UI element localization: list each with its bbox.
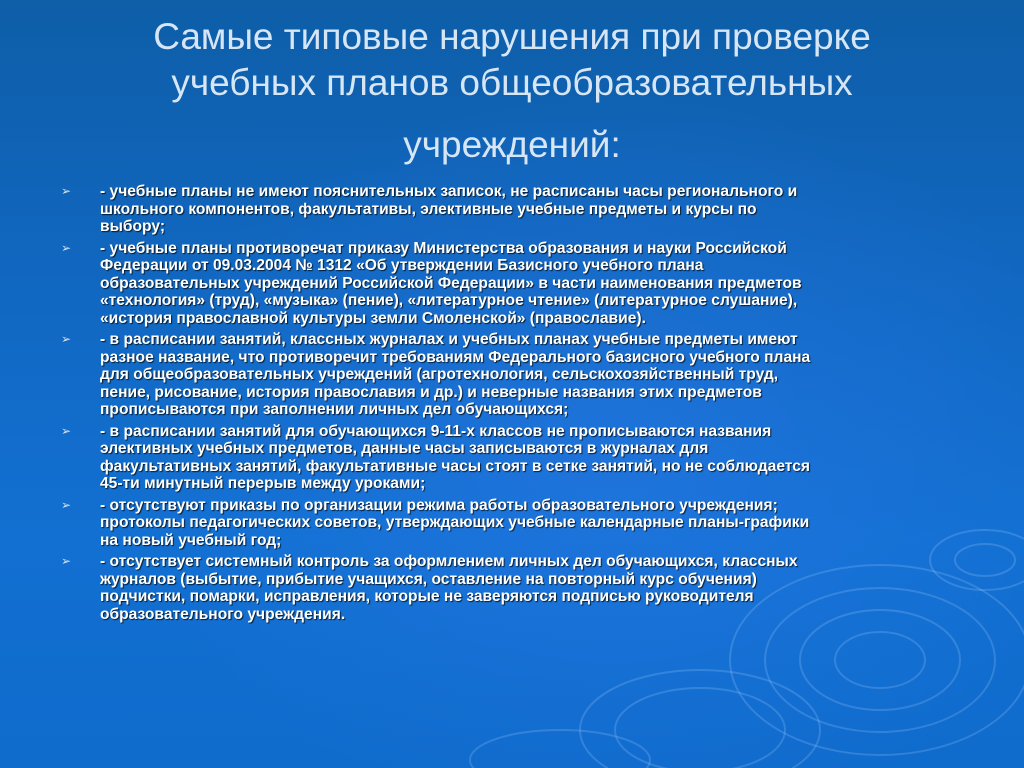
list-item	[60, 183, 960, 236]
slide-title-line-3: учреждений:	[403, 124, 621, 165]
arrow-bullet-icon: ➢	[61, 240, 72, 255]
list-item-text: - учебные планы не имеют пояснительных записок, не расписаны часы регионального и школьного компонентов, факультативы, элективные учебные предметы и курсы по выбору;	[100, 183, 798, 235]
arrow-bullet-icon: ➢	[61, 423, 72, 438]
arrow-bullet-icon: ➢	[61, 497, 72, 512]
list-item	[60, 497, 960, 550]
list-item-text: - учебные планы противоречат приказу Министерства образования и науки Российской Федерации от 09.03.2004 № 1312 «Об утверждении Базисного учебного плана образовательных учреждений Российской Федерации» в части наименования предметов «технология» (труд), «музыка» (пение), «литературное чтение» (литературное слушание), «история православной культуры земли Смоленской» (православие).	[100, 239, 802, 327]
list-item	[60, 240, 960, 328]
list-item-text: - в расписании занятий для обучающихся 9-11-х классов не прописываются названия элективных учебных предметов, данные часы записываются в журналах для факультативных занятий, факультативные часы стоят в сетке занятий, но не соблюдается 45-ти минутный перерыв между уроками;	[100, 422, 811, 492]
slide-title-line-2: учебных планов общеобразовательных	[171, 62, 853, 103]
list-item	[60, 423, 960, 493]
slide-title	[0, 14, 1024, 168]
list-item	[60, 553, 960, 623]
arrow-bullet-icon: ➢	[61, 554, 72, 568]
list-item-text: - отсутствуют приказы по организации режима работы образовательного учреждения; протоколы педагогических советов, утверждающих учебные календарные планы-графики на новый учебный год;	[100, 496, 810, 549]
arrow-bullet-icon: ➢	[61, 332, 72, 346]
arrow-bullet-icon: ➢	[61, 184, 72, 198]
list-item-text: - в расписании занятий, классных журналах и учебных планах учебные предметы имеют разное название, что противоречит требованиям Федерального базисного учебного плана для общеобразовательных учреждений (агротехнология, сельскохозяйственный труд, пение, рисование, история православия и др.) и неверные названия этих предметов прописываются при заполнении личных дел обучающихся;	[100, 331, 811, 418]
list-item-text: - отсутствует системный контроль за оформлением личных дел обучающихся, классных журналов (выбытие, прибытие учащихся, оставление на повторный курс обучения) подчистки, помарки, исправления, которые не заверяются подписью руководителя образовательного учреждения.	[100, 553, 798, 623]
list-item	[60, 331, 960, 419]
slide-title-line-1: Самые типовые нарушения при проверке	[153, 16, 871, 57]
bullet-list	[60, 183, 960, 627]
